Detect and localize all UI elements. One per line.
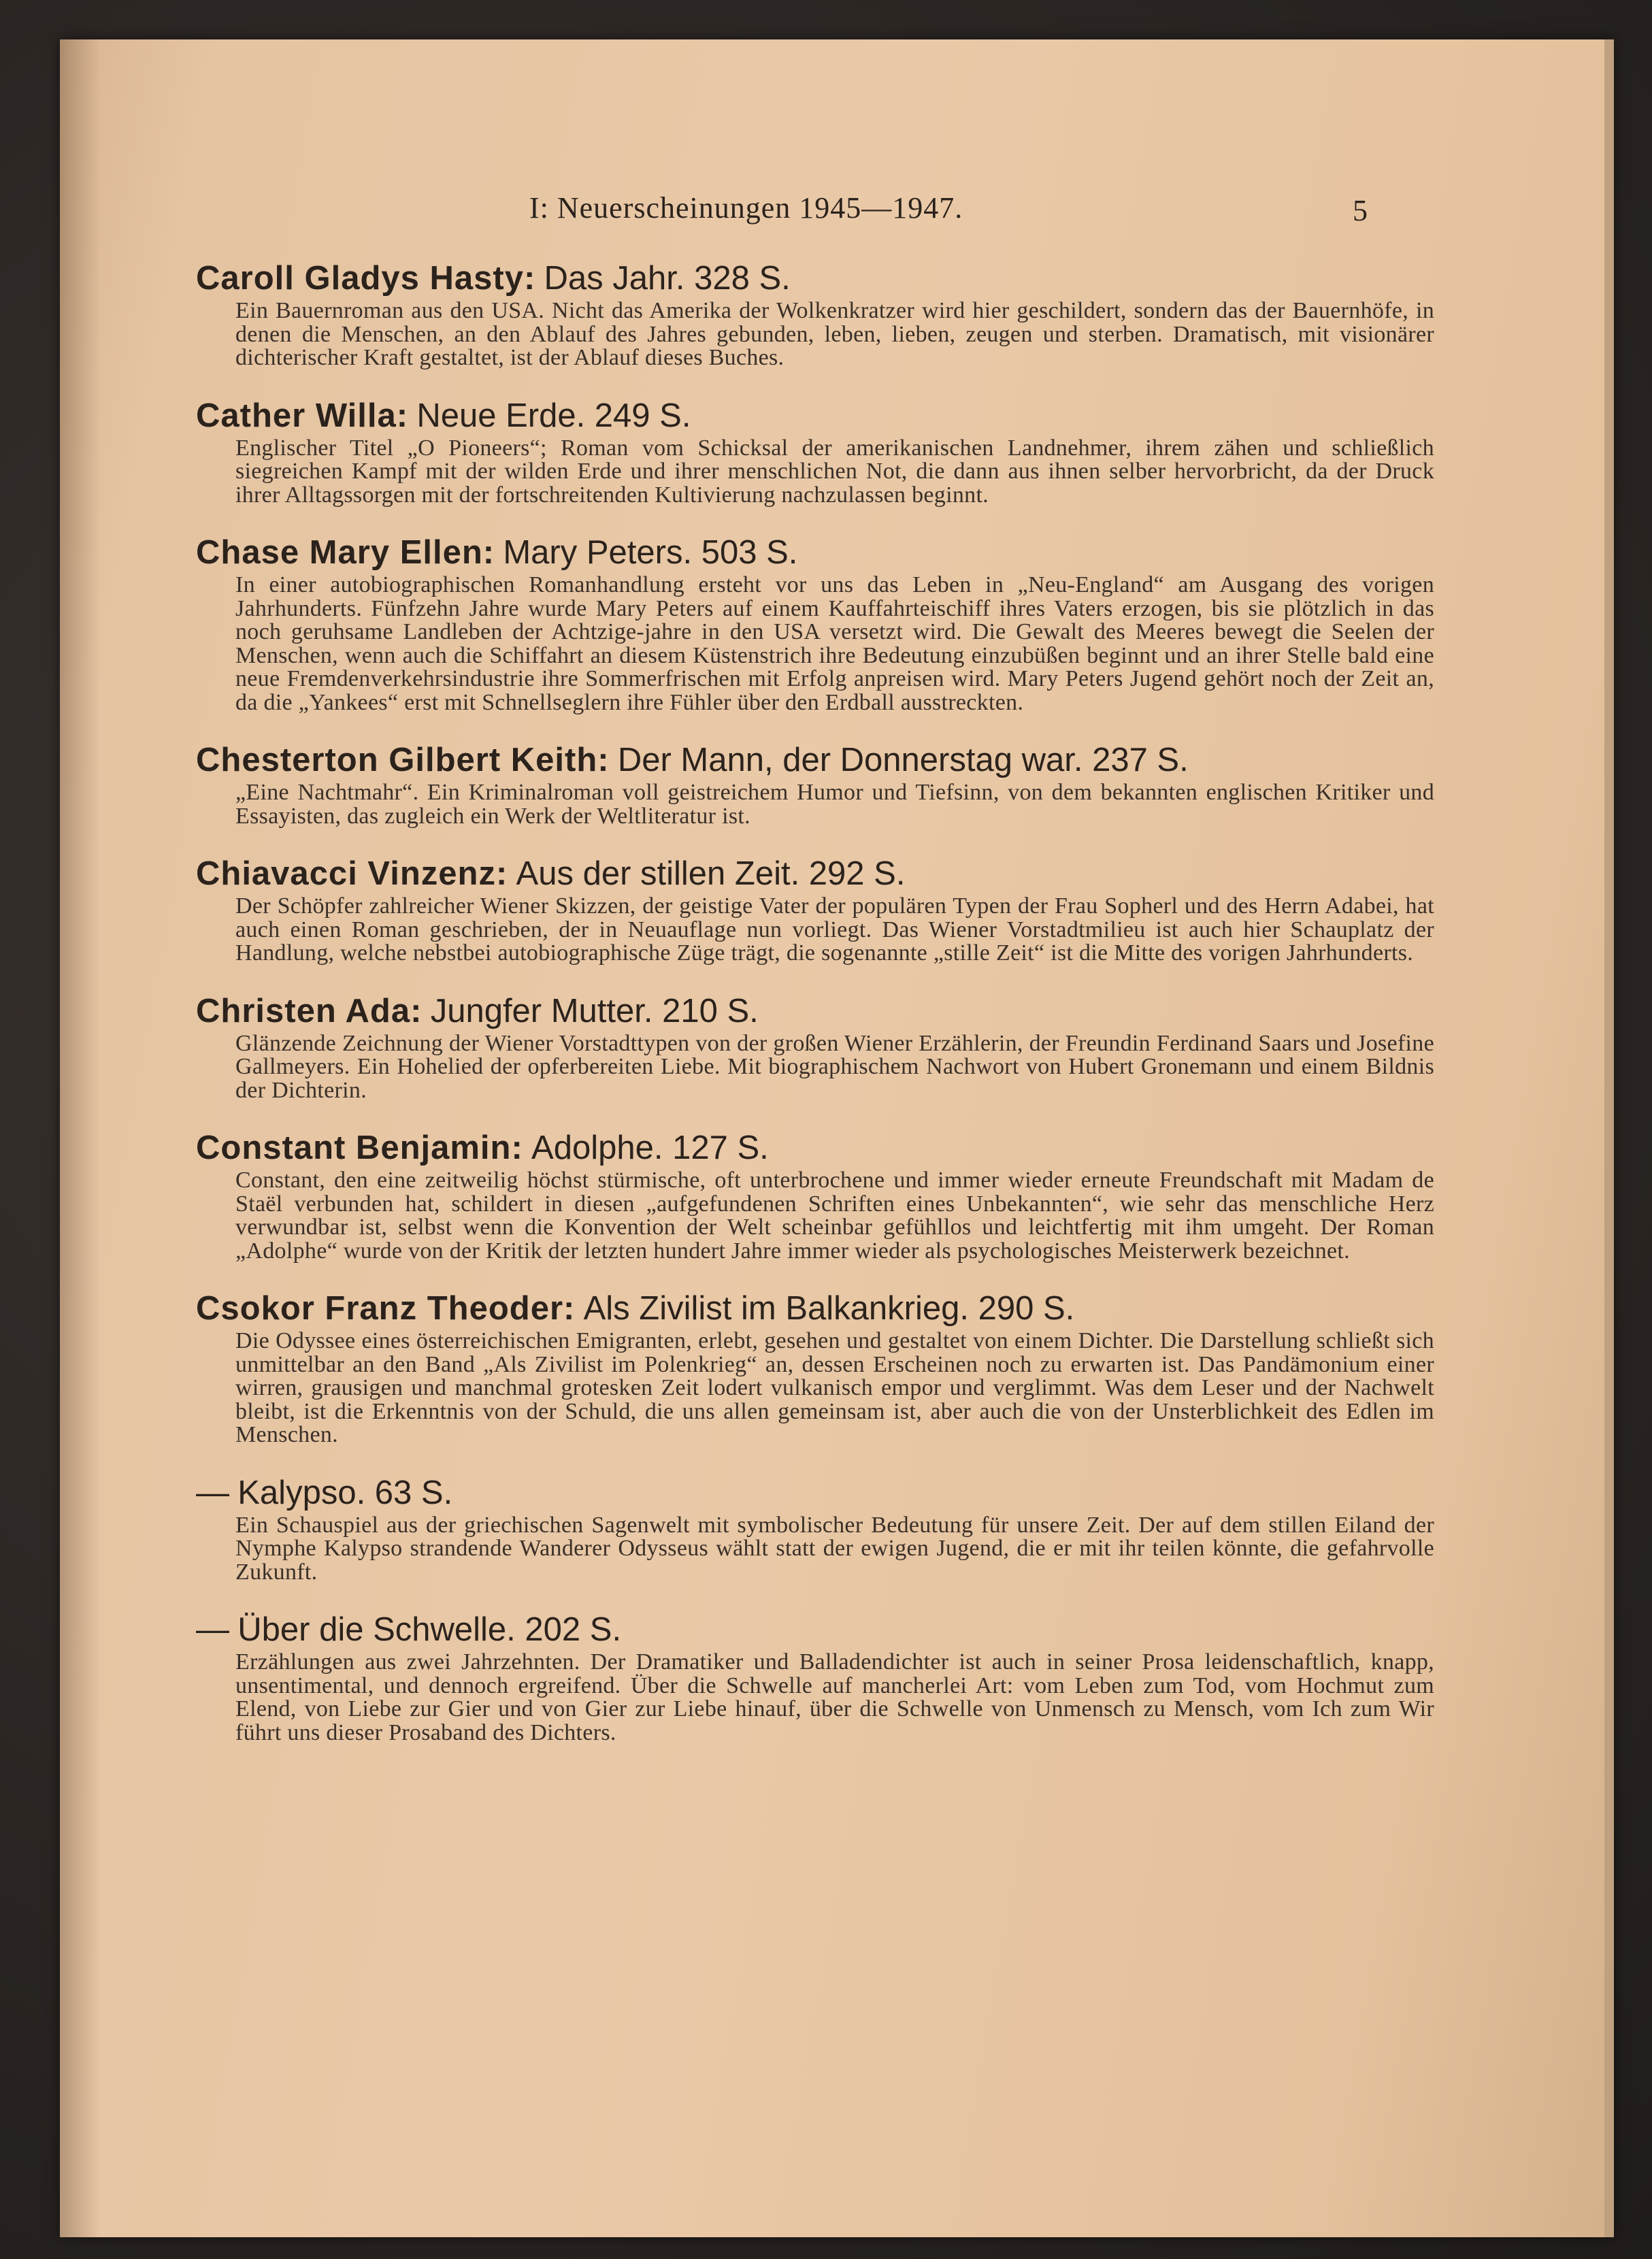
entry-heading [196,1287,1434,1330]
entry-heading [196,853,1434,895]
entry-description: „Eine Nachtmahr“. Ein Kriminalroman voll geistreichem Humor und Tiefsinn, von dem bekannten englischen Kritiker und Essayisten, das zugleich ein Werk der Weltliteratur ist. [235,780,1434,829]
entry-heading [196,395,1434,437]
entry-author: Chase Mary Ellen: [196,534,495,571]
entry-heading [196,739,1434,781]
book-entry [196,1472,1434,1585]
entry-heading [196,990,1434,1032]
entry-title: Neue Erde. 249 S. [416,397,691,434]
book-entry [196,739,1434,828]
entry-author-dash: — [196,1474,229,1511]
entry-author: Constant Benjamin: [196,1130,523,1166]
book-entry [196,1287,1434,1447]
entry-description: Erzählungen aus zwei Jahrzehnten. Der Dramatiker und Balladendichter ist auch in seiner Prosa leidenschaftlich, knapp, unsentimental, und dennoch ergreifend. Über die Schwelle auf mancherlei Art: vom Leben zum Tod, vom Hochmut zum Elend, von Liebe zur Gier und von Gier zur Liebe hinauf, über die Schwelle von Unmensch zu Mensch, vom Ich zum Wir führt uns dieser Prosaband des Dichters. [235,1649,1434,1745]
entry-author: Chiavacci Vinzenz: [196,855,508,892]
book-entry [196,853,1434,966]
page-gutter-shadow [60,39,101,2237]
entry-title: Als Zivilist im Balkankrieg. 290 S. [583,1290,1075,1327]
entry-heading [196,531,1434,574]
entry-author: Caroll Gladys Hasty: [196,260,536,297]
running-header [60,191,1604,231]
header-title: I: Neuerscheinungen 1945—1947. [529,191,963,225]
entry-title: Adolphe. 127 S. [531,1130,769,1166]
entry-title: Der Mann, der Donnerstag war. 237 S. [617,742,1189,778]
entry-title: Aus der stillen Zeit. 292 S. [516,855,906,892]
entry-title: Mary Peters. 503 S. [503,534,798,571]
entry-description: Die Odyssee eines österreichischen Emigranten, erlebt, gesehen und gestaltet von einem Dichter. Die Darstellung schließt sich unmittelbar an den Band „Als Zivilist im Polenkrieg“ an, dessen Erscheinen noch zu erwarten ist. Das Pandämonium einer wirren, grausigen und manchmal grotesken Zeit lodert vulkanisch empor und verglimmt. Was dem Leser und der Nachwelt bleibt, ist die Erkenntnis von der Schuld, die uns allen gemeinsam ist, aber auch die von der Unsterblichkeit des Edlen im Menschen. [235,1328,1434,1447]
entry-author: Chesterton Gilbert Keith: [196,742,610,778]
entry-author: Christen Ada: [196,992,423,1029]
book-entry [196,1609,1434,1745]
entry-description: Englischer Titel „O Pioneers“; Roman vom Schicksal der amerikanischen Landnehmer, ihrem zähen und schließlich siegreichen Kampf mit der wilden Erde und ihrer menschlichen Not, die dann aus ihnen selber hervorbricht, da der Druck ihrer Alltagssorgen mit der fortschreitenden Kultivierung nachzulassen beginnt. [235,435,1434,508]
entry-heading [196,257,1434,299]
entry-heading [196,1609,1434,1651]
book-page [60,39,1614,2237]
entry-description: Ein Bauernroman aus den USA. Nicht das Amerika der Wolkenkratzer wird hier geschildert, sondern das der Bauernhöfe, in denen die Menschen, an den Ablauf des Jahres gebunden, leben, lieben, zeugen und sterben. Dramatisch, mit visionärer dichterischer Kraft gestaltet, ist der Ablauf dieses Buches. [235,298,1434,370]
entry-title: Kalypso. 63 S. [237,1474,453,1511]
entry-heading [196,1472,1434,1514]
entry-description: Constant, den eine zeitweilig höchst stürmische, oft unterbrochene und immer wieder erneute Freundschaft mit Madam de Staël verbunden hat, schildert in diesen „aufgefundenen Schriften eines Unbekannten“, wie sehr das menschliche Herz verwundbar ist, selbst wenn die Konvention der Welt scheinbar gefühllos und leichtfertig mit ihm umgeht. Der Roman „Adolphe“ wurde von der Kritik der letzten hundert Jahre immer wieder als psychologisches Meisterwerk bezeichnet. [235,1168,1434,1264]
entry-description: Ein Schauspiel aus der griechischen Sagenwelt mit symbolischer Bedeutung für unsere Zeit. Der auf dem stillen Eiland der Nymphe Kalypso strandende Wanderer Odysseus wählt statt der ewigen Jugend, die er mit ihr teilen könnte, die gefahrvolle Zukunft. [235,1512,1434,1585]
book-entry [196,531,1434,714]
entry-title: Über die Schwelle. 202 S. [237,1611,622,1648]
book-entry [196,1127,1434,1263]
entry-heading [196,1127,1434,1169]
book-entry [196,990,1434,1103]
entry-title: Jungfer Mutter. 210 S. [430,992,759,1029]
entry-description: Glänzende Zeichnung der Wiener Vorstadttypen von der großen Wiener Erzählerin, der Freundin Ferdinand Saars und Josefine Gallmeyers. Ein Hohelied der opferbereiten Liebe. Mit biographischem Nachwort von Hubert Gronemann und einem Bildnis der Dichterin. [235,1030,1434,1103]
entry-author-dash: — [196,1611,229,1648]
entry-list [196,257,1434,1769]
entry-author: Cather Willa: [196,397,409,434]
page-number: 5 [1353,194,1368,227]
entry-author: Csokor Franz Theoder: [196,1290,576,1327]
book-entry [196,257,1434,370]
book-entry [196,395,1434,508]
entry-title: Das Jahr. 328 S. [544,260,791,297]
entry-description: In einer autobiographischen Romanhandlung ersteht vor uns das Leben in „Neu-England“ am Ausgang des vorigen Jahrhunderts. Fünfzehn Jahre wurde Mary Peters auf einem Kauffahrteischiff ihres Vaters erzogen, bis sie plötzlich in das noch geruhsame Landleben der Achtzige-jahre in den USA versetzt wird. Die Gewalt des Meeres bewegt die Seelen der Menschen, wenn auch die Schiffahrt an diesem Küstenstrich ihre Bedeutung einzubüßen beginnt und an ihrer Stelle bald eine neue Fremdenverkehrsindustrie ihre Sommerfrischen mit Erfolg anpreisen wird. Mary Peters Jugend gehört noch der Zeit an, da die „Yankees“ erst mit Schnellseglern ihre Fühler über den Erdball ausstreckten. [235,572,1434,715]
entry-description: Der Schöpfer zahlreicher Wiener Skizzen, der geistige Vater der populären Typen der Frau Sopherl und des Herrn Adabei, hat auch einen Roman geschrieben, der in Neuauflage nun vorliegt. Das Wiener Vorstadtmilieu ist auch hier Schauplatz der Handlung, welche nebstbei autobiographische Züge trägt, die sogenannte „stille Zeit“ ist die Mitte des vorigen Jahrhunderts. [235,893,1434,966]
